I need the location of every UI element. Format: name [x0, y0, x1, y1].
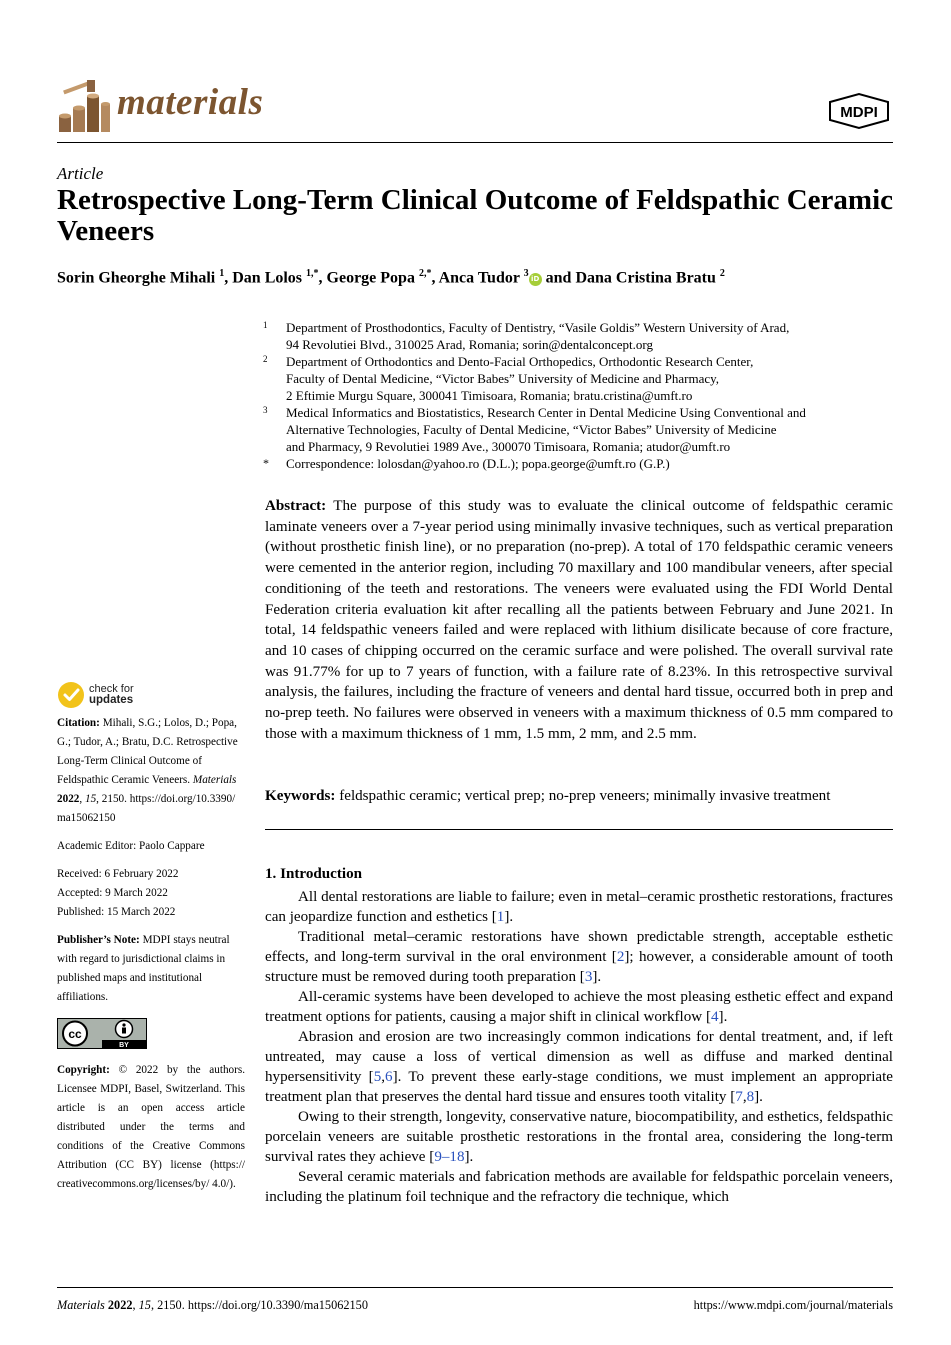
keywords-text: feldspathic ceramic; vertical prep; no-prep veneers; minimally invasive treatment [339, 788, 831, 804]
reference-link[interactable]: 1 [496, 909, 505, 925]
paragraph [265, 987, 893, 1027]
published-date: Published: 15 March 2022 [57, 906, 176, 918]
footer-doi[interactable]: , 2150. https://doi.org/10.3390/ma15062150 [150, 1298, 368, 1312]
check-for-updates-button[interactable] [57, 681, 134, 709]
section-heading: 1. Introduction [265, 866, 363, 882]
paragraph [265, 1027, 893, 1107]
author-list: Sorin Gheorghe Mihali $^1$, Dan Lolos $^{1,*}$, George Popa $^{2,*}$, Anca Tudor $^3$iD and Dana Cristina Bratu $^2$ [57, 268, 725, 287]
affiliations [263, 319, 883, 472]
citation-label: Citation: [57, 717, 100, 729]
academic-editor: Academic Editor: Paolo Cappare [57, 840, 205, 852]
author-name[interactable]: Anca Tudor [438, 269, 520, 287]
author-name[interactable]: Sorin Gheorghe Mihali [57, 269, 216, 287]
author-name[interactable]: Dana Cristina Bratu [575, 269, 716, 287]
paragraph-text: ]; however, a considerable amount of tooth structure must be removed during tooth preparation [ [265, 949, 894, 985]
cc-by-license-icon[interactable] [57, 1018, 147, 1049]
paragraph-text: Owing to their strength, longevity, conservative nature, biocompatibility, and esthetics, feldspathic porcelain veneers are suitable prosthetic restorations in the frontal area, considering the long-term survival rates they achieve [ [265, 1109, 893, 1165]
paragraph [265, 1167, 893, 1207]
affiliation-number: 2 [263, 354, 268, 364]
journal-name: materials [117, 82, 264, 123]
abstract [265, 496, 893, 744]
introduction-section [265, 864, 893, 1207]
affiliation-item [263, 319, 883, 353]
article-title: Retrospective Long-Term Clinical Outcome of Feldspathic Ceramic Veneers [57, 184, 894, 247]
updates-line1: check for [89, 683, 134, 695]
check-updates-icon [57, 681, 85, 709]
copyright-block [57, 1061, 245, 1194]
copyright-label: Copyright: [57, 1064, 110, 1076]
paragraph-text: All dental restorations are liable to failure; even in metal–ceramic prosthetic restorations, fractures can jeopardize function and esthetics [ [265, 889, 893, 925]
affiliation-number: 1 [263, 320, 268, 330]
reference-link[interactable]: 7 [735, 1089, 743, 1105]
author-affiliation-mark: 2,* [418, 268, 432, 279]
keywords-label: Keywords: [265, 788, 336, 804]
reference-link[interactable]: 4 [711, 1009, 719, 1025]
correspondence-mark: * [263, 456, 269, 470]
orcid-icon[interactable]: iD [529, 273, 542, 286]
paragraph-text: ]. [718, 1009, 728, 1025]
header-divider [57, 142, 893, 143]
paragraph-text: ]. To prevent these early-stage conditions, we must implement an appropriate treatment plan that preserves the dental hard tissue and ensures tooth vitality [ [265, 1069, 893, 1105]
affiliation-line: Department of Orthodontics and Dento-Facial Orthopedics, Orthodontic Research Center, [286, 354, 754, 369]
reference-link[interactable]: 3 [584, 969, 593, 985]
mdpi-logo-icon[interactable] [826, 92, 892, 130]
footer-divider [57, 1287, 893, 1288]
publisher-note [57, 931, 245, 1007]
received-date: Received: 6 February 2022 [57, 868, 179, 880]
introduction-body [265, 887, 893, 1207]
paragraph [265, 927, 893, 987]
paragraph-text: Several ceramic materials and fabrication methods are available for feldspathic porcelain veneers, including the platinum foil technique and the refractory die technique, which [265, 1169, 893, 1205]
affiliation-line: Medical Informatics and Biostatistics, Research Center in Dental Medicine Using Conventional and [286, 405, 806, 420]
footer-year: 2022 [107, 1298, 133, 1312]
reference-link[interactable]: 2 [616, 949, 625, 965]
publisher-note-label: Publisher’s Note: [57, 934, 140, 946]
citation-year: 2022 [57, 793, 80, 805]
publisher-note-text: MDPI stays neutral with regard to jurisdictional claims in published maps and institutional affiliations. [57, 934, 230, 1003]
paragraph-text: All-ceramic systems have been developed to achieve the most pleasing esthetic effect and expand treatment options for patients, causing a major shift in clinical workflow [ [265, 989, 893, 1025]
author-affiliation-mark: 1 [219, 268, 225, 279]
keywords [265, 786, 893, 806]
affiliation-line: 2 Eftimie Murgu Square, 300041 Timisoara, Romania; bratu.cristina@umft.ro [286, 388, 693, 403]
affiliation-line: Alternative Technologies, Faculty of Dental Medicine, “Victor Babes” University of Medicine [286, 422, 777, 437]
journal-logo-icon [57, 78, 111, 134]
affiliation-line: 94 Revolutiei Blvd., 310025 Arad, Romania; sorin@dentalconcept.org [286, 337, 654, 352]
affiliation-line: Faculty of Dental Medicine, “Victor Babes” University of Medicine and Pharmacy, [286, 371, 720, 386]
paragraph-text: , [381, 1069, 386, 1085]
article-type: Article [57, 164, 104, 183]
author-affiliation-mark: 2 [719, 268, 725, 279]
affiliation-item [263, 353, 883, 404]
reference-link[interactable]: 6 [385, 1069, 393, 1085]
paragraph-text: , [742, 1089, 747, 1105]
abstract-label: Abstract: [265, 498, 327, 514]
footer-citation: Materials 2022, 15, 2150. https://doi.org/10.3390/ma15062150 [57, 1298, 368, 1312]
citation-text: Mihali, S.G.; Lolos, D.; Popa, G.; Tudor, A.; Bratu, D.C. Retrospective Long-Term Clinical Outcome of Feldspathic Ceramic Veneers. [57, 717, 238, 786]
mdpi-logo-text: MDPI [840, 104, 878, 121]
paragraph-text: Traditional metal–ceramic restorations have shown predictable strength, acceptable esthetic effects, and long-term survival in the oral environment [ [265, 929, 893, 965]
citation-volume: 15 [84, 793, 97, 805]
correspondence-text: Correspondence: lolosdan@yahoo.ro (D.L.); popa.george@umft.ro (G.P.) [286, 456, 670, 471]
citation-doi[interactable]: , 2150. https://doi.org/10.3390/ ma15062150 [57, 793, 236, 824]
affiliation-line: Department of Prosthodontics, Faculty of Dentistry, “Vasile Goldis” Western University of Arad, [286, 320, 790, 335]
reference-link[interactable]: 5 [373, 1069, 382, 1085]
dates-block [57, 865, 245, 922]
correspondence [263, 455, 883, 472]
paragraph-text: Abrasion and erosion are two increasingly common indications for dental treatment, and, if left untreated, may cause a loss of vertical dimension as well as diffuse and marked dentinal hypersensitivity [ [265, 1029, 893, 1085]
author-affiliation-mark: 1,* [306, 268, 319, 279]
paragraph-text: ]. [754, 1089, 763, 1105]
copyright-text: © 2022 by the authors. Licensee MDPI, Basel, Switzerland. This article is an open access article distributed under the terms and conditions of the Creative Commons Attribution (CC BY) license (https:// creativecommons.org/licenses/by/ 4.0/). [57, 1064, 246, 1190]
reference-link[interactable]: 8 [746, 1089, 755, 1105]
paragraph [265, 1107, 893, 1167]
cc-badge-label: BY [119, 1042, 129, 1049]
svg-text:cc: cc [68, 1027, 82, 1041]
author-affiliation-mark: 3 [523, 268, 529, 279]
author-name[interactable]: George Popa [326, 269, 415, 287]
footer-journal-url[interactable]: https://www.mdpi.com/journal/materials [693, 1298, 893, 1312]
author-name[interactable]: Dan Lolos [232, 269, 303, 287]
abstract-divider [265, 829, 893, 830]
article-info-sidebar [57, 714, 245, 1203]
citation-block: Citation: Mihali, S.G.; Lolos, D.; Popa, G.; Tudor, A.; Bratu, D.C. Retrospective Long-Term Clinical Outcome of Feldspathic Ceramic Veneers. Materials 2022, 15, 2150. https://doi.org/10.3390/ ma15062150 [57, 717, 238, 824]
abstract-text: The purpose of this study was to evaluate the clinical outcome of feldspathic ceramic laminate veneers over a 7-year period using minimally invasive techniques, such as vertical preparation (without prosthetic finish line), or no preparation (no-prep). A total of 170 feldspathic ceramic veneers were cemented in the anterior region, including 70 maxillary and 100 mandibular veneers, after special conditioning of the teeth and restorations. The veneers were evaluated using the FDI World Dental Federation criteria evaluation kit after recalling all the patients between February and June 2021. In total, 14 feldspathic veneers failed and were replaced with lithium disilicate because of core fracture, and 10 cases of chipping occurred on the ceramic surface and were polished. The overall survival rate was 91.77% for up to 7 years of function, with a failure rate of 8.23%. In this retrospective survival analysis, the failures, including the fracture of veneers and dental hard tissue, occurred both in prep and no-prep teeth. No failures were observed in veneers with a maximum thickness of 0.5 mm compared to those with a maximum thickness of 1 mm, 1.5 mm, 2 mm, and 2.5 mm. [265, 498, 893, 742]
updates-line2: updates [89, 694, 134, 706]
citation-journal: Materials [192, 774, 237, 786]
paragraph [265, 887, 893, 927]
reference-link[interactable]: 9–18 [434, 1149, 465, 1165]
paragraph-text: ]. [592, 969, 602, 985]
footer-volume: 15 [138, 1298, 151, 1312]
author-conjunction: and [545, 269, 572, 287]
affiliation-number: 3 [263, 405, 268, 415]
footer-journal: Materials [57, 1298, 105, 1312]
paragraph-text: ]. [464, 1149, 474, 1165]
paragraph-text: ]. [504, 909, 514, 925]
affiliation-line: and Pharmacy, 9 Revolutiei 1989 Ave., 300070 Timisoara, Romania; atudor@umft.ro [286, 439, 731, 454]
accepted-date: Accepted: 9 March 2022 [57, 887, 168, 899]
affiliation-item [263, 404, 883, 455]
